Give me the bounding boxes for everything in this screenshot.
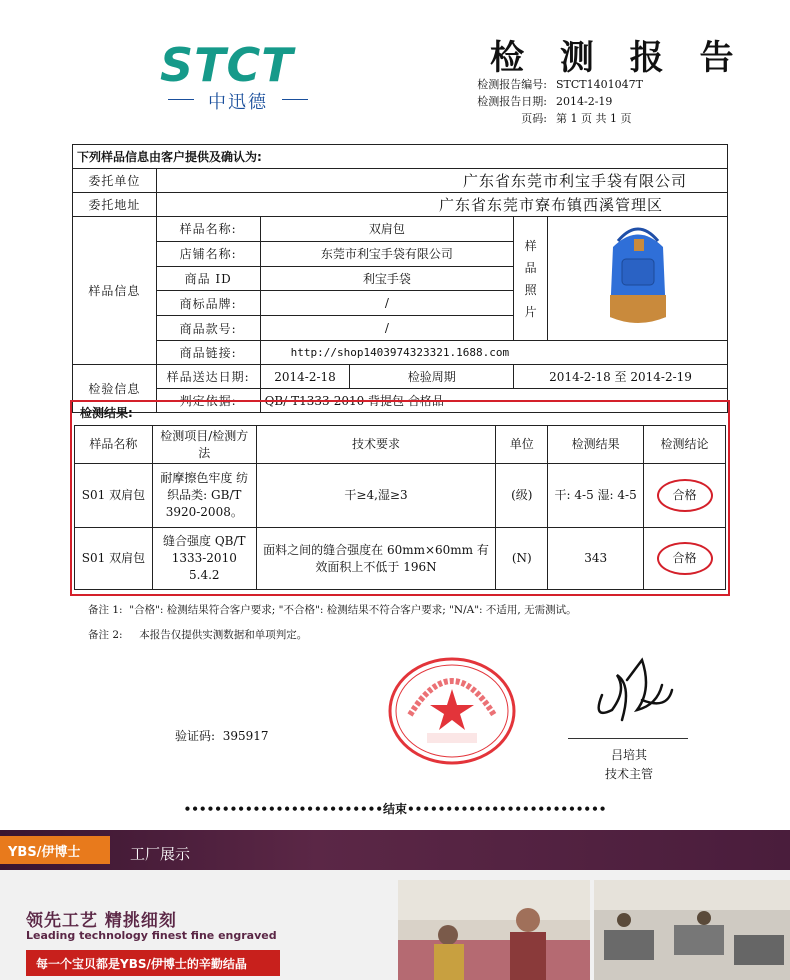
address-label: 委托地址 — [73, 193, 157, 217]
sample-photo — [548, 217, 728, 341]
model-value: / — [260, 316, 514, 341]
product-id-label: 商品 ID — [156, 266, 260, 291]
result-conclusion — [644, 528, 726, 590]
table-row — [75, 528, 726, 590]
factory-banner — [0, 830, 790, 870]
report-date: 2014-2-19 — [556, 95, 613, 108]
basis-value: QB/ T1333-2010 背提包 合格品 — [260, 389, 727, 413]
end-marker: ••••••••••••••••••••••••••结束•••••••••••••••••••••••••• — [183, 802, 607, 816]
results-table — [74, 425, 726, 590]
result-requirement: 干≥4,湿≥3 — [256, 464, 496, 528]
results-header-result: 检测结果 — [548, 426, 644, 464]
tagline-chinese: 领先工艺 精挑细刻 — [26, 911, 177, 931]
address-value: 广东省东莞市寮布镇西溪管理区 — [156, 193, 727, 217]
pass-badge: 合格 — [657, 479, 713, 512]
result-item: 缝合强度 QB/T 1333-2010 5.4.2 — [152, 528, 256, 590]
tagline-bar: 每一个宝贝都是YBS/伊博士的辛勤结晶 — [26, 950, 280, 976]
report-meta-labels — [455, 76, 547, 127]
table-row — [75, 464, 726, 528]
brand-label: 商标品牌: — [156, 291, 260, 316]
photo-label: 样品照片 — [514, 217, 548, 341]
basis-label: 判定依据: — [156, 389, 260, 413]
report-no-label: 检测报告编号: — [477, 78, 547, 91]
result-value: 343 — [548, 528, 644, 590]
report-meta-values — [556, 76, 643, 127]
shop-name-value: 东莞市利宝手袋有限公司 — [260, 241, 514, 266]
signer — [605, 746, 653, 784]
verify-code — [175, 727, 269, 744]
report-no: STCT1401047T — [556, 78, 643, 91]
note-2-text: 本报告仅提供实测数据和单项判定。 — [139, 629, 308, 641]
tagline-english: Leading technology finest fine engraved — [26, 929, 277, 942]
results-header-requirement: 技术要求 — [256, 426, 496, 464]
result-unit: (级) — [496, 464, 548, 528]
arrival-value: 2014-2-18 — [260, 365, 350, 389]
product-id-value: 利宝手袋 — [260, 266, 514, 291]
banner-title: 工厂展示 — [130, 845, 191, 863]
result-sample: S01 双肩包 — [75, 528, 153, 590]
verify-label: 验证码: — [175, 729, 216, 743]
factory-photo-sewing-floor — [594, 880, 790, 980]
results-header-item: 检测项目/检测方法 — [152, 426, 256, 464]
signer-name: 吕培其 — [611, 748, 648, 762]
result-conclusion — [644, 464, 726, 528]
model-label: 商品款号: — [156, 316, 260, 341]
sample-name-label: 样品名称: — [156, 217, 260, 242]
page-label: 页码: — [521, 112, 547, 125]
result-unit: (N) — [496, 528, 548, 590]
backpack-image — [578, 217, 698, 337]
report-title: 检 测 报 告 — [490, 38, 746, 78]
factory-photo-workers — [398, 880, 590, 980]
note-1-text: "合格": 检测结果符合客户要求; "不合格": 检测结果不符合客户要求; "N/A": 不适用, 无需测试。 — [129, 604, 577, 616]
result-item: 耐摩擦色牢度 纺织品类: GB/T 3920-2008。 — [152, 464, 256, 528]
note-2-label: 备注 2: — [88, 629, 123, 641]
brand-badge: YBS/伊博士 — [0, 836, 110, 864]
result-sample: S01 双肩包 — [75, 464, 153, 528]
sample-name-value: 双肩包 — [260, 217, 514, 242]
link-label: 商品链接: — [156, 341, 260, 365]
result-value: 干: 4-5 湿: 4-5 — [548, 464, 644, 528]
results-header-unit: 单位 — [496, 426, 548, 464]
sample-group-label: 样品信息 — [73, 217, 157, 365]
note-1 — [88, 602, 577, 617]
signature-line — [568, 738, 688, 739]
note-2 — [88, 627, 307, 642]
pass-badge: 合格 — [657, 542, 713, 575]
verify-value: 395917 — [222, 729, 269, 743]
report-date-label: 检测报告日期: — [477, 95, 547, 108]
brand-value: / — [260, 291, 514, 316]
signer-title: 技术主管 — [605, 767, 654, 781]
note-1-label: 备注 1: — [88, 604, 123, 616]
shop-name-label: 店铺名称: — [156, 241, 260, 266]
page-number: 第 1 页 共 1 页 — [556, 112, 632, 125]
sample-info-heading: 下列样品信息由客户提供及确认为: — [73, 145, 728, 169]
official-seal-stamp — [385, 655, 520, 767]
period-label: 检验周期 — [350, 365, 514, 389]
product-link[interactable]: http://shop1403974323321.1688.com — [260, 341, 727, 365]
results-heading: 检测结果: — [80, 406, 133, 420]
results-header-sample: 样品名称 — [75, 426, 153, 464]
logo: STCT — [160, 38, 294, 92]
period-value: 2014-2-18 至 2014-2-19 — [514, 365, 728, 389]
client-value: 广东省东莞市利宝手袋有限公司 — [156, 169, 727, 193]
sample-info-table — [72, 144, 728, 413]
results-header-conclusion: 检测结论 — [644, 426, 726, 464]
client-label: 委托单位 — [73, 169, 157, 193]
result-requirement: 面料之间的缝合强度在 60mm×60mm 有效面积上不低于 196N — [256, 528, 496, 590]
inspection-group-label: 检验信息 — [73, 365, 157, 413]
signature — [582, 650, 682, 740]
arrival-label: 样品送达日期: — [156, 365, 260, 389]
logo-subtitle: 中迅德 — [168, 88, 308, 114]
